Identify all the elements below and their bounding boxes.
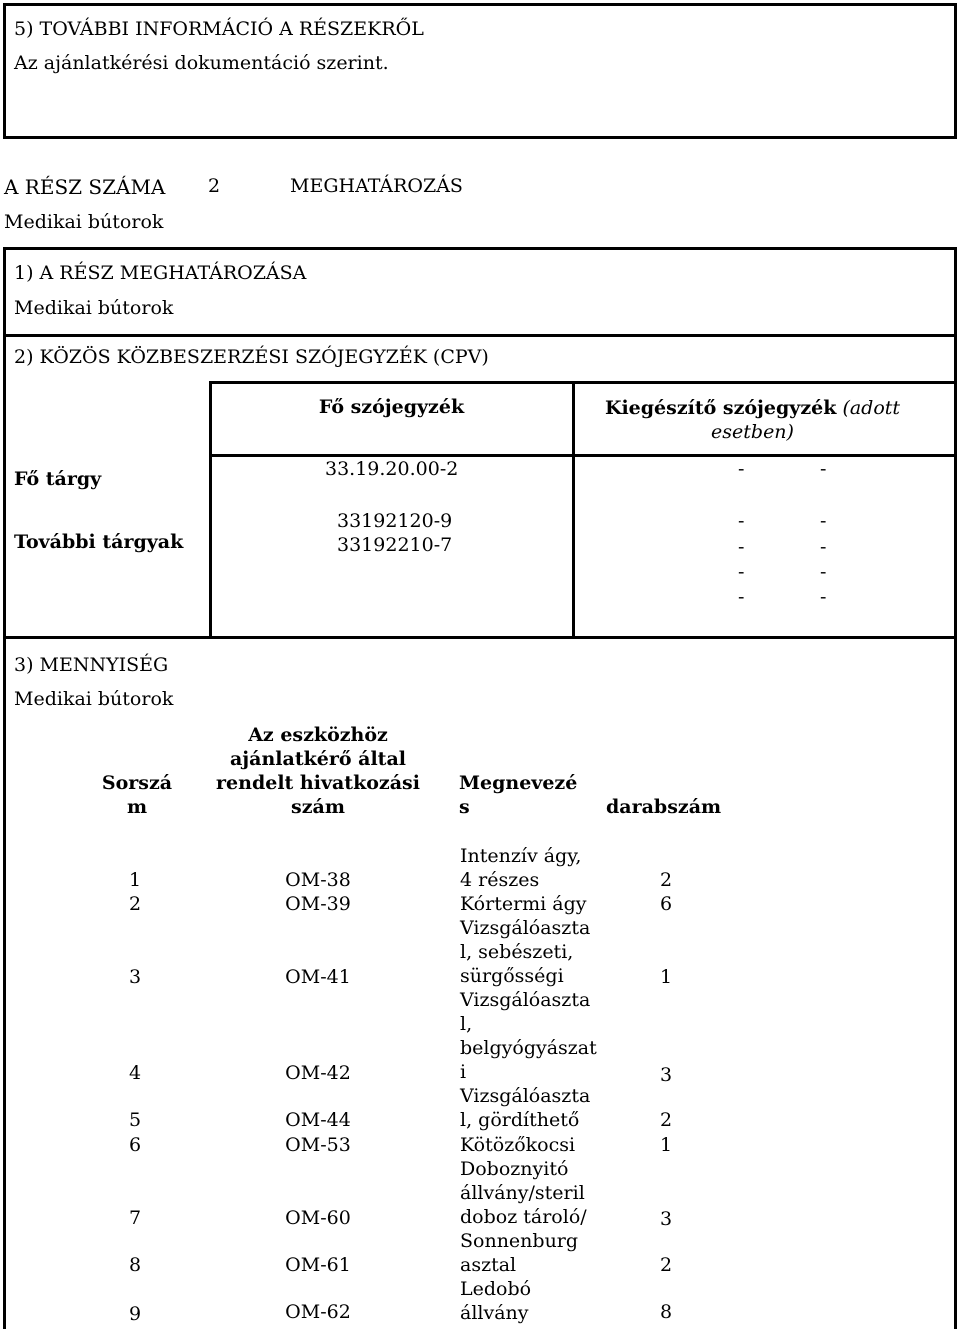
row-ref: OM-62 bbox=[285, 1301, 351, 1323]
row-number: 9 bbox=[128, 1303, 142, 1325]
row-name: asztal bbox=[460, 1254, 517, 1276]
cpv-col-main-header: Fő szójegyzék bbox=[318, 396, 465, 418]
row-name: Vizsgálóaszta l, belgyógyászat i bbox=[460, 989, 597, 1083]
part-definition-label: MEGHATÁROZÁS bbox=[290, 175, 463, 197]
cpv-main-subject-label: Fő tárgy bbox=[14, 468, 102, 490]
cpv-col-sup-header bbox=[575, 396, 930, 444]
cpv-table-left-line bbox=[209, 381, 212, 639]
row-name: Intenzív ágy, 4 részes bbox=[460, 845, 582, 891]
row-ref: OM-39 bbox=[285, 893, 351, 915]
row-number: 8 bbox=[128, 1254, 142, 1276]
cpv-additional-sup-dash: - bbox=[820, 586, 827, 608]
cpv-table-header-line bbox=[209, 454, 957, 457]
cpv-main-subject-sup-2: - bbox=[820, 458, 827, 480]
row-qty: 2 bbox=[659, 1109, 673, 1131]
cpv-additional-sup-dash: - bbox=[820, 510, 827, 532]
part-name: Medikai bútorok bbox=[4, 211, 164, 233]
cpv-additional-sup-dash: - bbox=[738, 561, 745, 583]
row-qty: 1 bbox=[659, 1134, 673, 1156]
cpv-additional-code-2: 33192210-7 bbox=[337, 534, 453, 556]
row-qty: 2 bbox=[659, 1254, 673, 1276]
cpv-col-sup-header-main: Kiegészítő szójegyzék bbox=[604, 397, 837, 419]
row-qty: 8 bbox=[659, 1301, 673, 1323]
row-number: 2 bbox=[128, 893, 142, 915]
cpv-additional-subjects-label: További tárgyak bbox=[14, 531, 184, 553]
part-number-label: A RÉSZ SZÁMA bbox=[4, 175, 166, 199]
section-5-heading: 5) TOVÁBBI INFORMÁCIÓ A RÉSZEKRŐL bbox=[14, 18, 424, 40]
row-qty: 3 bbox=[659, 1064, 673, 1086]
row-ref: OM-61 bbox=[285, 1254, 351, 1276]
section-1-box bbox=[3, 247, 957, 337]
row-name: Kötözőkocsi bbox=[460, 1134, 576, 1156]
cpv-additional-sup-dash: - bbox=[738, 536, 745, 558]
section-3-text: Medikai bútorok bbox=[14, 688, 174, 710]
row-qty: 1 bbox=[659, 966, 673, 988]
qty-header-name: Megnevezé s bbox=[459, 772, 578, 818]
cpv-additional-sup-dash: - bbox=[820, 536, 827, 558]
section-3-heading: 3) MENNYISÉG bbox=[14, 654, 169, 676]
cpv-additional-sup-dash: - bbox=[738, 510, 745, 532]
row-qty: 3 bbox=[659, 1208, 673, 1230]
row-number: 7 bbox=[128, 1207, 142, 1229]
row-number: 5 bbox=[128, 1109, 142, 1131]
cpv-additional-sup-dash: - bbox=[738, 586, 745, 608]
row-ref: OM-60 bbox=[285, 1207, 351, 1229]
section-2-box bbox=[3, 334, 957, 639]
section-1-text: Medikai bútorok bbox=[14, 297, 174, 319]
row-qty: 6 bbox=[659, 893, 673, 915]
row-name: Doboznyitó állvány/steril doboz tároló/ Sonnenburg bbox=[460, 1158, 587, 1252]
row-ref: OM-42 bbox=[285, 1062, 351, 1084]
cpv-main-subject-code: 33.19.20.00-2 bbox=[325, 458, 459, 480]
row-number: 4 bbox=[128, 1062, 142, 1084]
row-ref: OM-44 bbox=[285, 1109, 351, 1131]
row-name: Vizsgálóaszta l, sebészeti, sürgősségi bbox=[460, 917, 591, 987]
row-name: Ledobó állvány bbox=[460, 1278, 532, 1324]
row-qty: 2 bbox=[659, 869, 673, 891]
row-ref: OM-41 bbox=[285, 966, 351, 988]
qty-header-ref: Az eszközhöz ajánlatkérő által rendelt hivatkozási szám bbox=[216, 724, 420, 818]
cpv-additional-code-1: 33192120-9 bbox=[337, 510, 453, 532]
row-number: 6 bbox=[128, 1134, 142, 1156]
section-5-text: Az ajánlatkérési dokumentáció szerint. bbox=[14, 52, 389, 74]
row-name: Kórtermi ágy bbox=[460, 893, 587, 915]
section-1-heading: 1) A RÉSZ MEGHATÁROZÁSA bbox=[14, 262, 307, 284]
part-number-value: 2 bbox=[208, 175, 221, 197]
qty-header-qty: darabszám bbox=[606, 796, 722, 818]
row-ref: OM-53 bbox=[285, 1134, 351, 1156]
cpv-table-top-line bbox=[209, 381, 957, 384]
section-2-heading: 2) KÖZÖS KÖZBESZERZÉSI SZÓJEGYZÉK (CPV) bbox=[14, 346, 489, 368]
cpv-additional-sup-dash: - bbox=[820, 561, 827, 583]
row-ref: OM-38 bbox=[285, 869, 351, 891]
row-number: 3 bbox=[128, 966, 142, 988]
row-number: 1 bbox=[128, 869, 142, 891]
cpv-col-sup-header-note: (adott esetben) bbox=[711, 397, 901, 443]
row-name: Vizsgálóaszta l, gördíthető bbox=[460, 1085, 591, 1131]
qty-header-no: Sorszá m bbox=[101, 772, 173, 818]
cpv-main-subject-sup-1: - bbox=[738, 458, 745, 480]
